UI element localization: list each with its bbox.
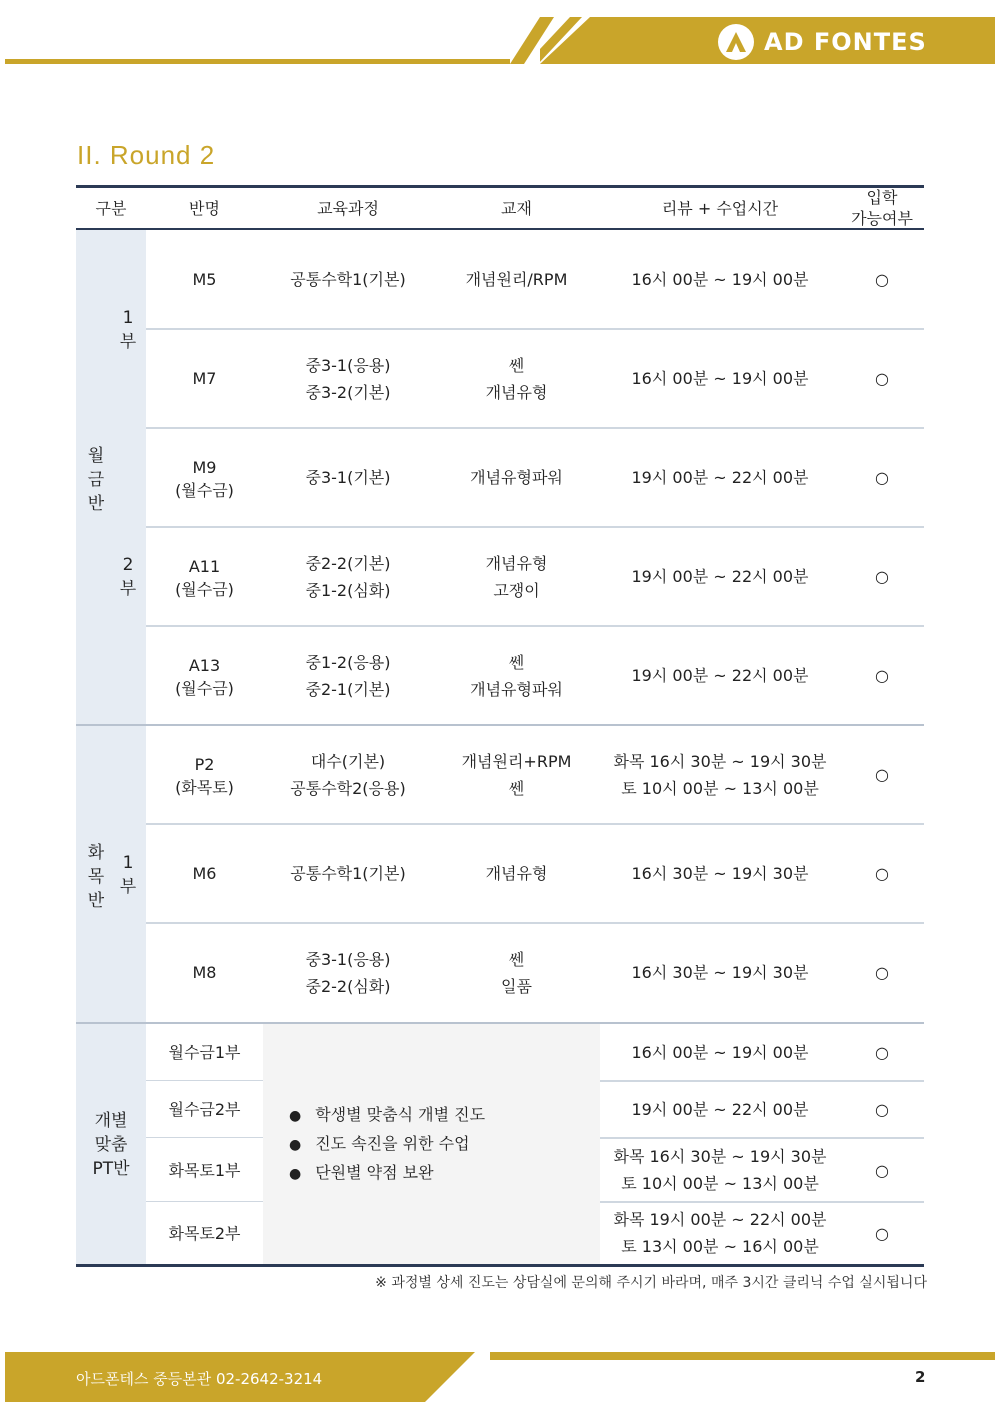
cell-name: P2 (화목토) [175, 755, 234, 797]
cell-course: 중3-1(응용) 중2-2(심화) [305, 949, 391, 996]
cell-book: 개념유형파워 [470, 468, 563, 487]
cell-name: M5 [192, 270, 217, 289]
pt-cell-name: 화목토2부 [146, 1202, 263, 1264]
header-textbook: 교재 [501, 198, 532, 218]
cell-name: M6 [192, 864, 217, 883]
group-part2-label: 2 부 [119, 555, 137, 599]
pt-cell-time: 화목 16시 30분 ~ 19시 30분 토 10시 00분 ~ 13시 00분 [613, 1147, 827, 1193]
cell-time: 16시 30분 ~ 19시 30분 [631, 963, 809, 982]
cell-admission: ○ [875, 864, 889, 883]
pt-cell-admission: ○ [875, 1100, 889, 1119]
cell-course: 대수(기본) 공통수학2(응용) [290, 751, 406, 798]
cell-name: M8 [192, 963, 217, 982]
cell-admission: ○ [875, 270, 889, 289]
cell-book: 개념원리/RPM [465, 270, 568, 289]
schedule-table [76, 185, 924, 1270]
footnote: ※ 과정별 상세 진도는 상담실에 문의해 주시기 바라며, 매주 3시간 클리닉 수업 실시됩니다 [375, 1275, 927, 1291]
page-number: 2 [915, 1368, 926, 1386]
cell-admission: ○ [875, 666, 889, 685]
cell-time: 19시 00분 ~ 22시 00분 [631, 468, 809, 487]
pt-cell-name: 월수금1부 [146, 1024, 263, 1081]
header-time: 리뷰 + 수업시간 [661, 198, 779, 218]
header-gold-line [5, 59, 510, 64]
footer-contact: 아드폰테스 중등본관 02-2642-3214 [76, 1370, 323, 1388]
pt-cell-admission: ○ [875, 1223, 889, 1243]
cell-book: 개념유형 [485, 864, 548, 883]
cell-course: 공통수학1(기본) [290, 270, 406, 289]
header-course: 교육과정 [317, 198, 379, 218]
section-title: II. Round 2 [77, 140, 216, 170]
cell-admission: ○ [875, 765, 889, 784]
cell-course: 공통수학1(기본) [290, 864, 406, 883]
pt-cell-name: 화목토1부 [146, 1138, 263, 1202]
group-part1b-label: 1 부 [119, 853, 137, 897]
pt-bullet: ● 학생별 맞춤식 개별 진도 [289, 1101, 485, 1130]
header-category: 구분 [95, 198, 127, 218]
cell-time: 16시 00분 ~ 19시 00분 [631, 369, 809, 388]
pt-cell-time: 19시 00분 ~ 22시 00분 [631, 1100, 809, 1119]
cell-book: 쎈 개념유형파워 [470, 652, 563, 699]
cell-time: 19시 00분 ~ 22시 00분 [631, 666, 809, 685]
footer-gold-line [490, 1352, 995, 1360]
pt-cell-admission: ○ [875, 1160, 889, 1180]
logo-text: AD FONTES [764, 28, 927, 56]
brand-logo [718, 22, 927, 62]
cell-admission: ○ [875, 468, 889, 487]
header-stripe-icon [510, 17, 570, 64]
cell-name: A11 (월수금) [175, 557, 234, 599]
cell-admission: ○ [875, 567, 889, 586]
cell-book: 쎈 개념유형 [485, 355, 548, 402]
pt-cell-name: 월수금2부 [146, 1081, 263, 1138]
cell-name: M7 [192, 369, 217, 388]
cell-time: 19시 00분 ~ 22시 00분 [631, 567, 809, 586]
cell-book: 개념원리+RPM 쎈 [461, 751, 572, 798]
cell-admission: ○ [875, 369, 889, 388]
group-part1-label: 1 부 [119, 308, 137, 352]
cell-admission: ○ [875, 963, 889, 982]
pt-bullet: ● 단원별 약점 보완 [289, 1159, 485, 1188]
cell-time: 16시 00분 ~ 19시 00분 [631, 270, 809, 289]
cell-course: 중2-2(기본) 중1-2(심화) [305, 553, 391, 600]
cell-time: 16시 30분 ~ 19시 30분 [631, 864, 809, 883]
cell-course: 중3-1(기본) [305, 468, 391, 487]
group-wolgeum-label: 월 금 반 [87, 446, 105, 514]
group-hwamok-label: 화 목 반 [87, 843, 105, 911]
header-class: 반명 [189, 198, 220, 218]
cell-time: 화목 16시 30분 ~ 19시 30분 토 10시 00분 ~ 13시 00분 [613, 751, 827, 798]
header-admission: 입학 가능여부 [851, 187, 913, 228]
logo-a-icon [718, 24, 754, 60]
cell-course: 중1-2(응용) 중2-1(기본) [305, 652, 391, 699]
cell-book: 쎈 일품 [501, 949, 532, 996]
cell-name: M9 (월수금) [175, 458, 234, 500]
pt-bullet: ● 진도 속진을 위한 수업 [289, 1130, 485, 1159]
pt-cell-time: 16시 00분 ~ 19시 00분 [631, 1043, 809, 1062]
pt-cell-time: 화목 19시 00분 ~ 22시 00분 토 13시 00분 ~ 16시 00분 [613, 1210, 827, 1256]
cell-book: 개념유형 고쟁이 [485, 553, 548, 600]
pt-cell-admission: ○ [875, 1043, 889, 1062]
group-pt-label: 개별 맞춤 PT반 [92, 1111, 130, 1179]
cell-course: 중3-1(응용) 중3-2(기본) [305, 355, 391, 402]
pt-bullet-list [263, 1024, 600, 1264]
cell-name: A13 (월수금) [175, 656, 234, 698]
